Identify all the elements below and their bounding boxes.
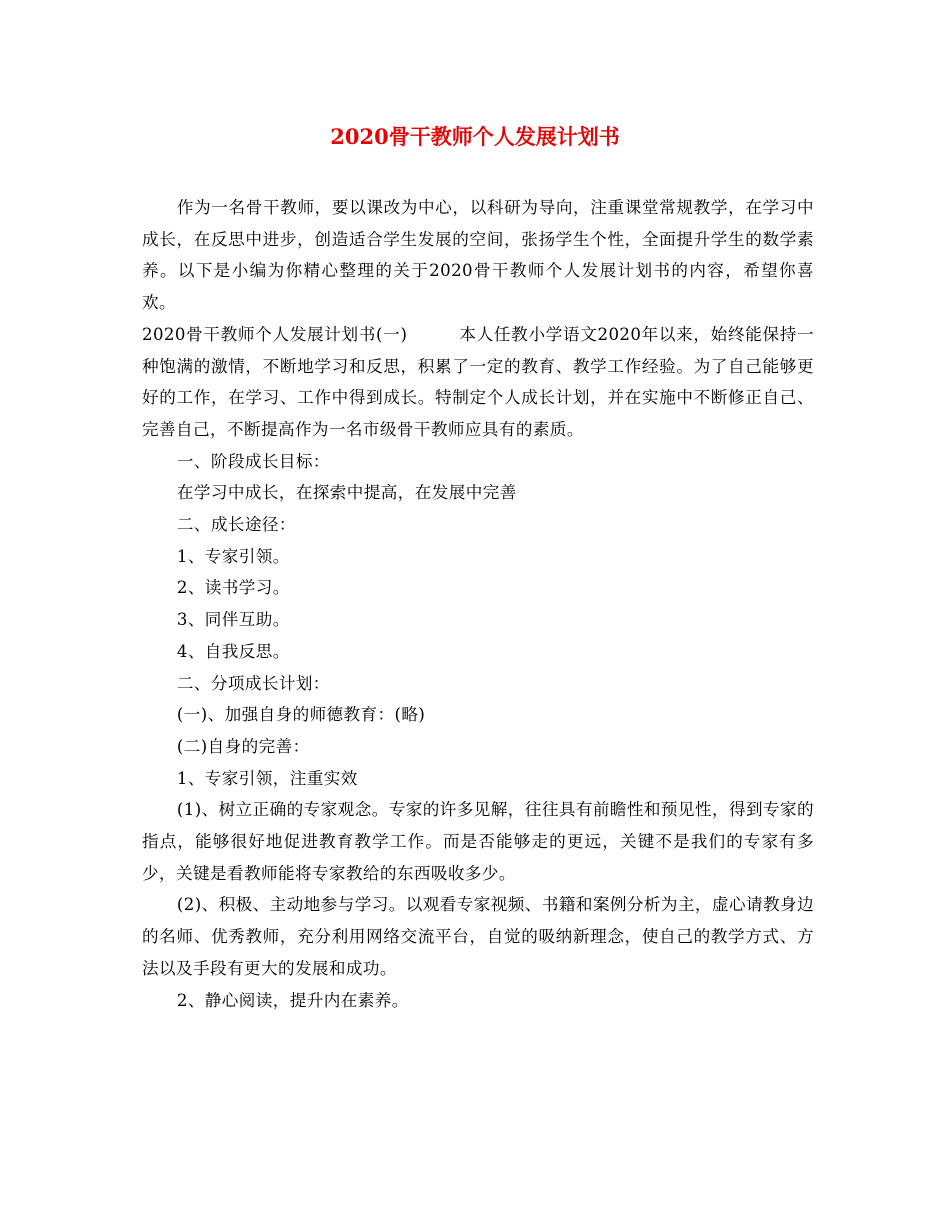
- item-reading: 2、静心阅读，提升内在素养。: [176, 990, 409, 1010]
- intro-paragraph: 作为一名骨干教师，要以课改为中心，以科研为导向，注重课堂常规教学，在学习中成长，在反思中进步，创造适合学生发展的空间，张扬学生个性，全面提升学生的数学素养。以下是小编为你精心整理的关于2020骨干教师个人发展计划书的内容，希望你喜欢。: [142, 198, 814, 313]
- list-item: 3、同伴互助。: [176, 610, 290, 630]
- plan-one-paragraph: 2020骨干教师个人发展计划书(一) 本人任教小学语文2020年以来，始终能保持一种饱满的激情，不断地学习和反思，积累了一定的教育、教学工作经验。为了自己能够更好的工作，在学习、工作中得到成长。特制定个人成长计划，并在实施中不断修正自己、完善自己，不断提高作为一名市级骨干教师应具有的素质。: [142, 324, 814, 439]
- paragraph-active-learning: (2)、积极、主动地参与学习。以观看专家视频、书籍和案例分析为主，虚心请教身边的名师、优秀教师，充分利用网络交流平台，自觉的吸纳新理念，使自己的教学方式、方法以及手段有更大的发展和成功。: [142, 895, 814, 978]
- paragraph-expert-concept: (1)、树立正确的专家观念。专家的许多见解，往往具有前瞻性和预见性，得到专家的指点，能够很好地促进教育教学工作。而是否能够走的更远，关键不是我们的专家有多少，关键是看教师能将专家教给的东西吸收多少。: [142, 800, 814, 883]
- item-expert-guidance: 1、专家引领，注重实效: [176, 768, 358, 788]
- subsection-ethics: (一)、加强自身的师德教育：(略): [176, 705, 426, 725]
- list-item: 1、专家引领。: [176, 546, 290, 566]
- section-heading-paths: 二、成长途径：: [176, 515, 296, 535]
- document-body: [142, 192, 814, 1016]
- section-heading-plan: 二、分项成长计划：: [176, 673, 330, 693]
- document-title: 2020骨干教师个人发展计划书: [330, 124, 620, 149]
- goals-text: 在学习中成长，在探索中提高，在发展中完善: [176, 483, 517, 503]
- list-item: 4、自我反思。: [176, 641, 290, 661]
- subsection-self: (二)自身的完善：: [176, 736, 310, 756]
- section-heading-goals: 一、阶段成长目标：: [176, 451, 330, 471]
- list-item: 2、读书学习。: [176, 578, 290, 598]
